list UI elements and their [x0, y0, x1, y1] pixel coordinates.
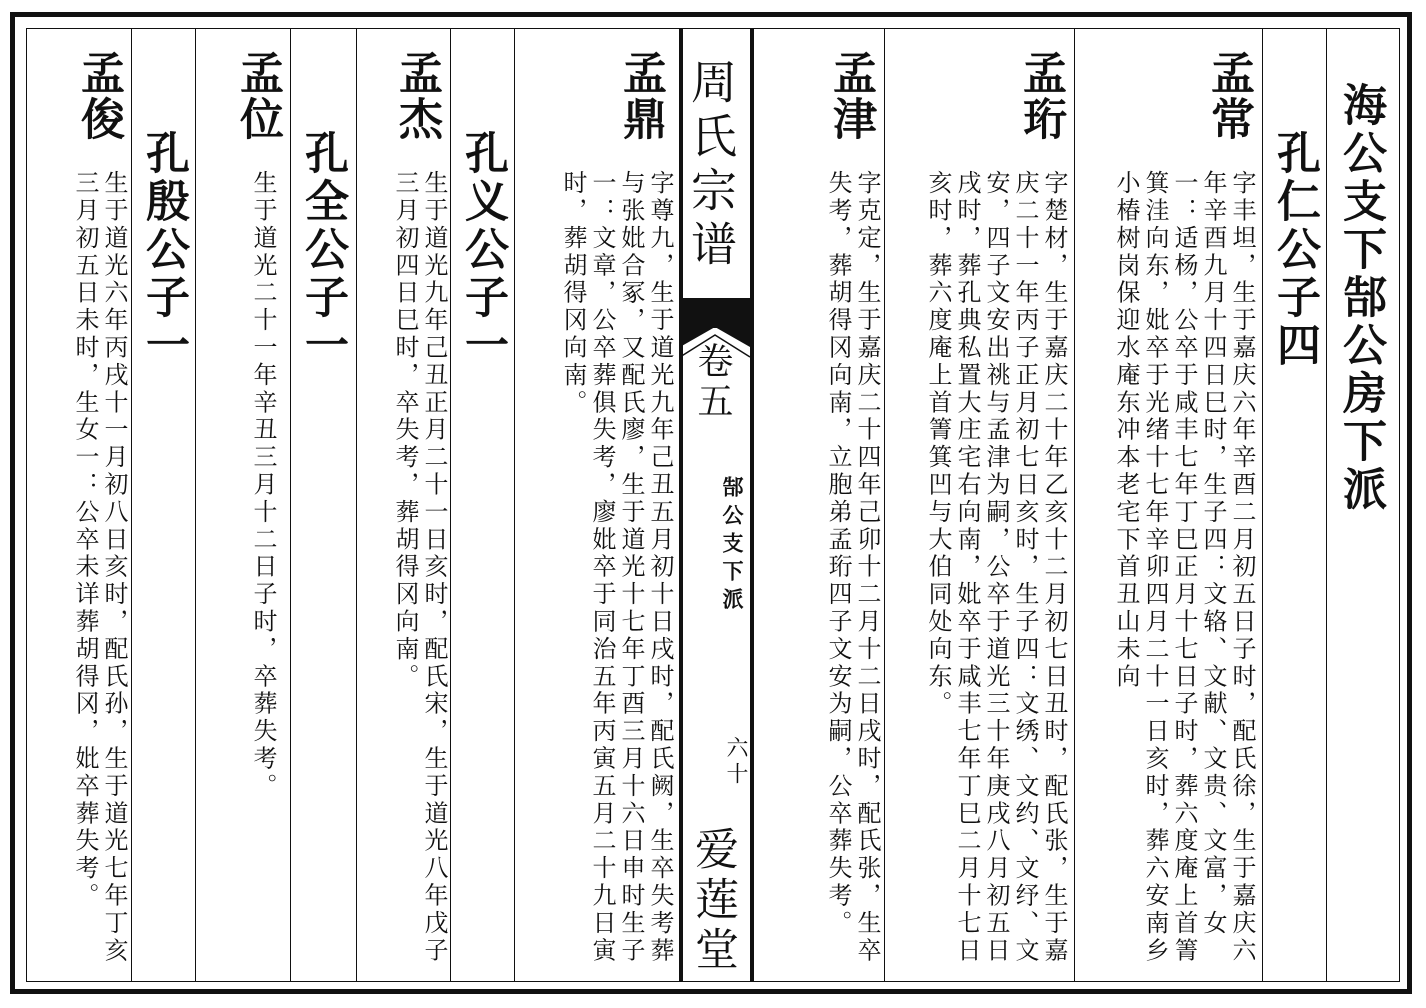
divider	[356, 29, 357, 981]
divider	[290, 29, 291, 981]
hall-name: 爱莲堂	[687, 826, 738, 976]
person-name: 孟杰	[391, 50, 442, 142]
divider	[884, 29, 885, 981]
spine-bar	[680, 298, 750, 328]
generation-heading: 孔仁公子四	[1269, 130, 1320, 370]
generation-heading: 孔殷公子一	[138, 130, 189, 370]
person-name: 孟俊	[73, 50, 124, 142]
divider	[1074, 29, 1075, 981]
person-name: 孟常	[1203, 50, 1254, 142]
person-name: 孟鼎	[615, 50, 666, 142]
person-name: 孟津	[825, 50, 876, 142]
entry-text: 生于道光六年丙戌十一月初八日亥时，配氏孙，生于道光七年丁亥三月初五日未时，生女一：公卒未详葬胡得冈，妣卒葬失考。	[71, 170, 128, 965]
entry-text: 生于道光九年己丑正月二十一日亥时，配氏宋，生于道光八年戊子三月初四日巳时，卒失考，葬胡得冈向南。	[391, 170, 448, 965]
entry-text: 字楚材，生于嘉庆二十年乙亥十二月初七日丑时，配氏张，生于嘉庆二十一年丙子正月初七日亥时，生子四：文绣、文约、文纾、文安，四子文安出祧与孟津为嗣，公卒于道光三十年庚戌八月初五日戌时，葬孔典私置大庄宅右向南，妣卒于咸丰七年丁巳二月十七日亥时，葬六度庵上首箐箕凹与大伯同处向东。	[924, 170, 1068, 965]
divider	[195, 29, 196, 981]
divider	[450, 29, 451, 981]
generation-heading-column	[133, 30, 195, 980]
entry-text: 字丰坦，生于嘉庆六年辛酉二月初五日子时，配氏徐，生于嘉庆六年辛酉九月十四日巳时，生子四：文辂、文献、文贵、文富，女一：适杨，公卒于咸丰七年丁巳正月十七日子时，葬六度庵上首箐箕洼向东，妣卒于光绪十七年辛卯四月二十一日亥时，葬六安南乡小椿树岗保迎水庵东冲本老宅下首丑山未向	[1112, 170, 1256, 965]
divider	[1262, 29, 1263, 981]
entry-block	[886, 30, 1074, 980]
generation-heading-column	[1264, 30, 1326, 980]
section-label: 郜公支下派	[720, 476, 745, 616]
page-title-column	[1328, 30, 1398, 980]
generation-heading-column	[292, 30, 356, 980]
volume-label: 卷五	[692, 342, 733, 422]
entry-block	[516, 30, 678, 980]
entry-block	[1076, 30, 1262, 980]
entry-block	[358, 30, 450, 980]
generation-heading: 孔全公子一	[297, 130, 348, 370]
divider	[1326, 29, 1327, 981]
generation-heading: 孔义公子一	[457, 130, 508, 370]
divider	[131, 29, 132, 981]
person-name: 孟珩	[1015, 50, 1066, 142]
entry-block	[753, 30, 884, 980]
entry-text: 字克定，生于嘉庆二十四年己卯十二月十二日戌时，配氏张，生卒失考，葬胡得冈向南，立胞弟孟珩四子文安为嗣，公卒葬失考。	[824, 170, 881, 965]
divider	[514, 29, 515, 981]
page-title: 海公支下郜公房下派	[1335, 82, 1386, 514]
book-title: 周氏宗谱	[684, 58, 738, 274]
entry-text: 生于道光二十一年辛丑三月十二日子时，卒葬失考。	[249, 170, 277, 801]
entry-block	[197, 30, 290, 980]
person-name: 孟位	[232, 50, 283, 142]
generation-heading-column	[452, 30, 514, 980]
entry-text: 字尊九，生于道光九年己丑五月初十日戌时，配氏阙，生卒失考葬与张妣合冢，又配氏廖，生于道光十七年丁酉三月十六日申时生子一：文章，公卒葬俱失考，廖妣卒于同治五年丙寅五月二十九日寅时，葬胡得冈向南。	[559, 170, 674, 965]
page-number: 六十	[723, 736, 748, 788]
entry-block	[28, 30, 131, 980]
spine	[680, 30, 750, 980]
